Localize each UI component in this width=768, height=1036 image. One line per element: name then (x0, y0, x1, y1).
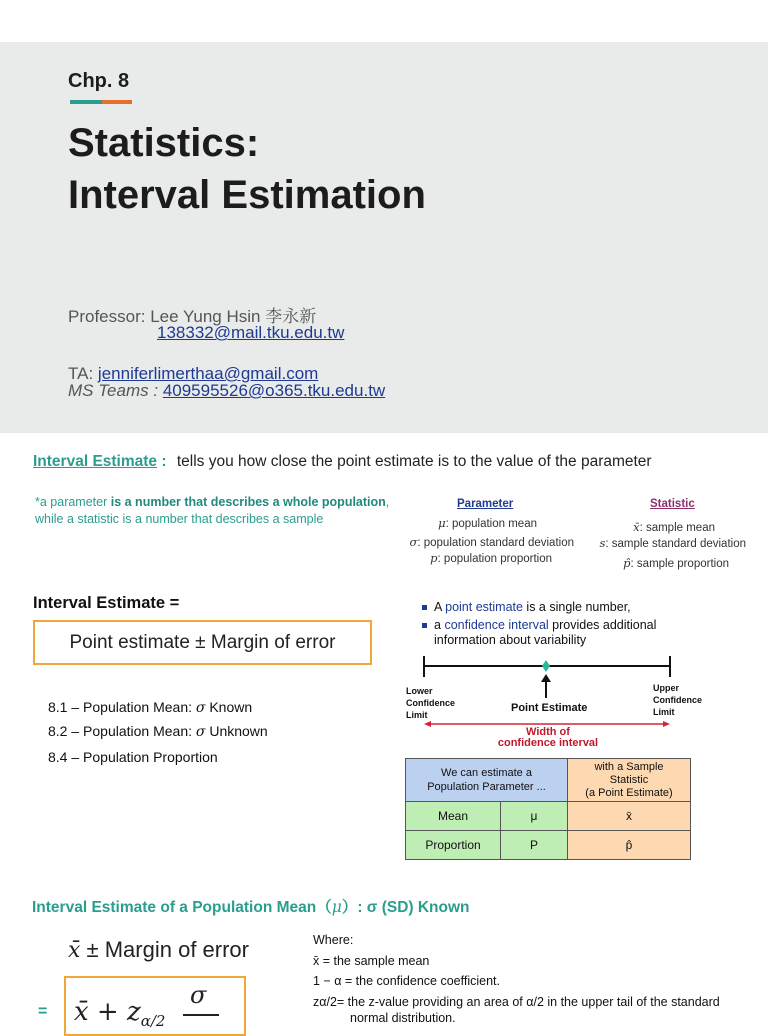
p-symbol: p (430, 551, 438, 565)
s-symbol: s (599, 536, 606, 550)
term-colon: : (161, 453, 167, 470)
table-header-row (406, 759, 691, 802)
stat-sd (599, 536, 746, 550)
width-arrow-right (663, 721, 670, 727)
note-prefix: *a parameter (35, 495, 111, 509)
bullet-text: is a single number, (522, 600, 631, 614)
lower-limit-line: Confidence (406, 698, 456, 708)
phat-symbol: p̂ (623, 556, 631, 570)
xbar-symbol: x̄ (68, 938, 81, 963)
note-line-2: while a statistic is a number that describes a sample (35, 512, 324, 526)
where-item: 1 − α = the confidence coefficient. (313, 974, 500, 988)
table-header-line: We can estimate a (441, 767, 532, 779)
xbar-symbol: x̄ (633, 520, 640, 534)
chapter-label: Chp. 8 (68, 70, 130, 92)
table-header-line: with a Sample (594, 760, 664, 773)
title-line-1: Statistics: (68, 121, 260, 165)
chapter-underline-teal (70, 100, 102, 104)
width-arrow-left (424, 721, 431, 727)
where-item: x̄ = the sample mean (313, 953, 430, 968)
stat-mean (633, 520, 715, 534)
note-bold: is a number that describes a whole population (110, 495, 386, 509)
section-prefix: 8.4 – Population Proportion (48, 749, 218, 765)
width-label-line: confidence interval (497, 737, 599, 749)
stat-mean-text: : sample mean (639, 522, 715, 534)
point-estimate-formula-box: Point estimate ± Margin of error (33, 620, 372, 665)
param-proportion-text: : population proportion (437, 553, 552, 565)
upper-limit-label (653, 682, 702, 718)
upper-limit-line: Confidence (653, 695, 703, 705)
slide-title (68, 117, 426, 221)
stat-sd-text: : sample standard deviation (605, 538, 746, 550)
table-header-line: Population Parameter ... (427, 781, 546, 793)
stat-proportion (623, 556, 729, 570)
section-symbol: σ (195, 700, 206, 716)
section-prefix: 8.2 – Population Mean: (48, 723, 196, 739)
parameter-heading: Parameter (457, 498, 514, 510)
section-suffix: Known (205, 699, 253, 715)
parameter-statistic-table (405, 758, 691, 860)
ta-email-link[interactable]: jenniferlimerthaa@gmail.com (97, 364, 319, 383)
param-mean (438, 516, 537, 530)
upper-limit-line: Limit (653, 707, 675, 717)
parameter-note (35, 494, 455, 528)
bullet-highlight: point estimate (445, 600, 523, 614)
mu-symbol: μ (331, 898, 342, 916)
table-cell-param: μ (501, 802, 568, 831)
section-list (48, 696, 268, 769)
equals-sign: = (38, 1003, 48, 1020)
formula-subscript: α/2 (140, 1012, 166, 1031)
bullet-text: A (434, 600, 446, 614)
param-sd-text: : population standard deviation (417, 537, 574, 549)
section-symbol: σ (195, 724, 206, 740)
formula-main-text: x̄ + z (74, 997, 141, 1027)
definition-text: tells you how close the point estimate is to the value of the parameter (176, 453, 652, 470)
param-mean-text: : population mean (445, 518, 537, 530)
bullet-text: a (434, 618, 445, 632)
table-cell-label: Proportion (406, 831, 501, 860)
chapter-underline-orange (102, 100, 132, 104)
param-proportion (430, 551, 552, 565)
professor-label: Professor: Lee Yung Hsin 李永新 (68, 307, 317, 326)
where-definitions (313, 930, 763, 1027)
professor-email-wrap (157, 323, 344, 343)
heading-text: Interval Estimate of a Population Mean（ (32, 899, 332, 916)
table-row (406, 831, 691, 860)
title-slide (0, 42, 768, 433)
width-label (478, 727, 618, 749)
heading-text: ）: σ (SD) Known (341, 899, 470, 916)
where-title: Where: (313, 933, 354, 947)
formula-text: ± Margin of error (80, 937, 249, 962)
sigma-symbol: σ (409, 535, 418, 549)
interval-estimate-label: Interval Estimate = (33, 594, 180, 612)
where-item: zα/2= the z-value providing an area of α/2 in the upper tail of the standard (313, 994, 720, 1009)
interval-estimate-term: Interval Estimate (33, 453, 158, 470)
professor-email-link[interactable]: 138332@mail.tku.edu.tw (157, 323, 345, 342)
where-item: normal distribution. (350, 1010, 456, 1025)
stat-proportion-text: : sample proportion (630, 558, 729, 570)
point-estimate-label: Point Estimate (511, 702, 588, 714)
bullet-text: provides additional information about variability (434, 618, 657, 647)
teams-line (68, 381, 385, 401)
section-item (48, 696, 268, 720)
section-item (48, 720, 268, 744)
bullet-highlight: confidence interval (444, 618, 549, 632)
title-line-2: Interval Estimation (68, 173, 426, 217)
section-suffix: Unknown (205, 723, 268, 739)
table-header-parameter (406, 759, 568, 802)
lower-limit-line: Limit (406, 710, 428, 720)
lower-limit-line: Lower (406, 686, 433, 696)
note-suffix: , (385, 495, 390, 509)
mean-slide-heading (32, 895, 470, 917)
interval-estimate-definition (33, 453, 652, 471)
table-header-line: Statistic (609, 773, 649, 786)
lower-limit-label (406, 685, 455, 721)
section-item (48, 746, 268, 769)
point-arrowhead (541, 674, 551, 682)
fraction-bar (183, 1014, 219, 1016)
bullet-point-estimate (420, 600, 700, 615)
statistic-heading: Statistic (650, 498, 695, 510)
point-estimate-marker (542, 660, 550, 672)
param-sd (409, 535, 574, 549)
bullet-confidence-interval (420, 618, 700, 648)
section-prefix: 8.1 – Population Mean: (48, 699, 196, 715)
table-header-statistic (568, 759, 691, 802)
teams-label: MS Teams : (68, 381, 159, 400)
upper-limit-line: Upper (653, 683, 680, 693)
interval-formula-main (74, 997, 165, 1030)
ta-label: TA: (68, 364, 94, 383)
table-cell-param: P (501, 831, 568, 860)
table-header-line: (a Point Estimate) (585, 786, 673, 799)
margin-of-error-formula (68, 937, 249, 963)
formula-sigma: σ (190, 981, 207, 1009)
width-label-line: Width of (526, 726, 570, 738)
table-cell-stat: x̄ (568, 802, 691, 831)
table-cell-label: Mean (406, 802, 501, 831)
table-row (406, 802, 691, 831)
mu-symbol: μ (438, 516, 446, 530)
teams-email-link[interactable]: 409595526@o365.tku.edu.tw (162, 381, 386, 400)
bullet-list (420, 600, 700, 651)
table-cell-stat: p̂ (568, 831, 691, 860)
